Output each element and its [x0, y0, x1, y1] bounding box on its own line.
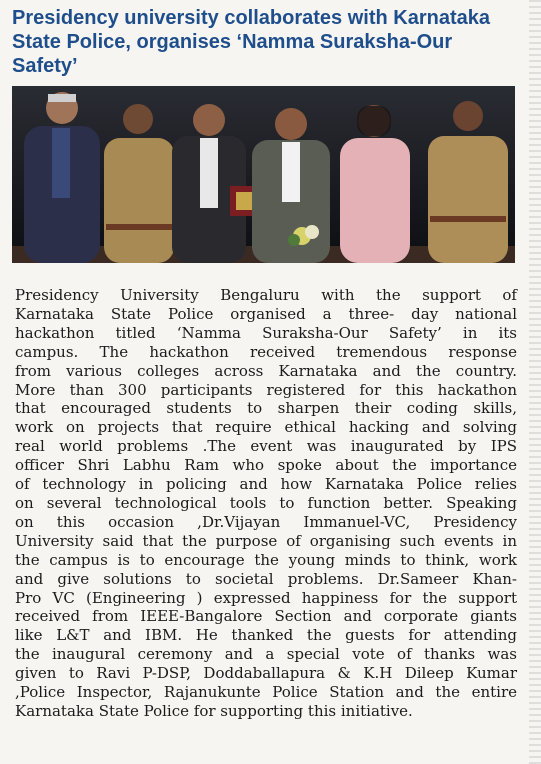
body-line: campus. The hackathon received tremendous response	[15, 342, 517, 361]
perforated-edge	[529, 0, 541, 764]
body-line: More than 300 participants registered for this hackathon	[15, 380, 517, 399]
body-line: Pro VC (Engineering ) expressed happiness for the support	[15, 588, 517, 607]
body-line: from various colleges across Karnataka and the country.	[15, 361, 517, 380]
body-line: that encouraged students to sharpen their coding skills,	[15, 399, 517, 418]
headline: Presidency university collaborates with Karnataka State Police, organises ‘Namma Suraksha-Our Safety’	[12, 7, 490, 77]
body-line: the campus is to encourage the young minds to think, work	[15, 550, 517, 569]
body-line: on several technological tools to function better. Speaking	[15, 493, 517, 512]
body-line: University said that the purpose of organising such events in	[15, 531, 517, 550]
event-photo	[12, 86, 515, 263]
body-line: Presidency University Bengaluru with the support of	[15, 286, 517, 304]
body-line: ,Police Inspector, Rajanukunte Police Station and the entire	[15, 683, 517, 702]
body-line: received from IEEE-Bangalore Section and corporate giants	[15, 607, 517, 626]
body-line: Karnataka State Police organised a three- day national	[15, 304, 517, 323]
article-body	[15, 286, 517, 721]
body-line: work on projects that require ethical hacking and solving	[15, 418, 517, 437]
body-line: and give solutions to societal problems. Dr.Sameer Khan-	[15, 569, 517, 588]
body-line: of technology in policing and how Karnataka Police relies	[15, 475, 517, 494]
body-line: like L&T and IBM. He thanked the guests for attending	[15, 626, 517, 645]
body-line: officer Shri Labhu Ram who spoke about the importance	[15, 456, 517, 475]
body-line: real world problems .The event was inaugurated by IPS	[15, 437, 517, 456]
body-line: hackathon titled ‘Namma Suraksha-Our Safety’ in its	[15, 323, 517, 342]
body-line: on this occasion ,Dr.Vijayan Immanuel-VC, Presidency	[15, 512, 517, 531]
body-line: the inaugural ceremony and a special vote of thanks was	[15, 645, 517, 664]
body-line: Karnataka State Police for supporting this initiative.	[15, 701, 413, 720]
body-line: given to Ravi P-DSP, Doddaballapura & K.H Dileep Kumar	[15, 664, 517, 683]
